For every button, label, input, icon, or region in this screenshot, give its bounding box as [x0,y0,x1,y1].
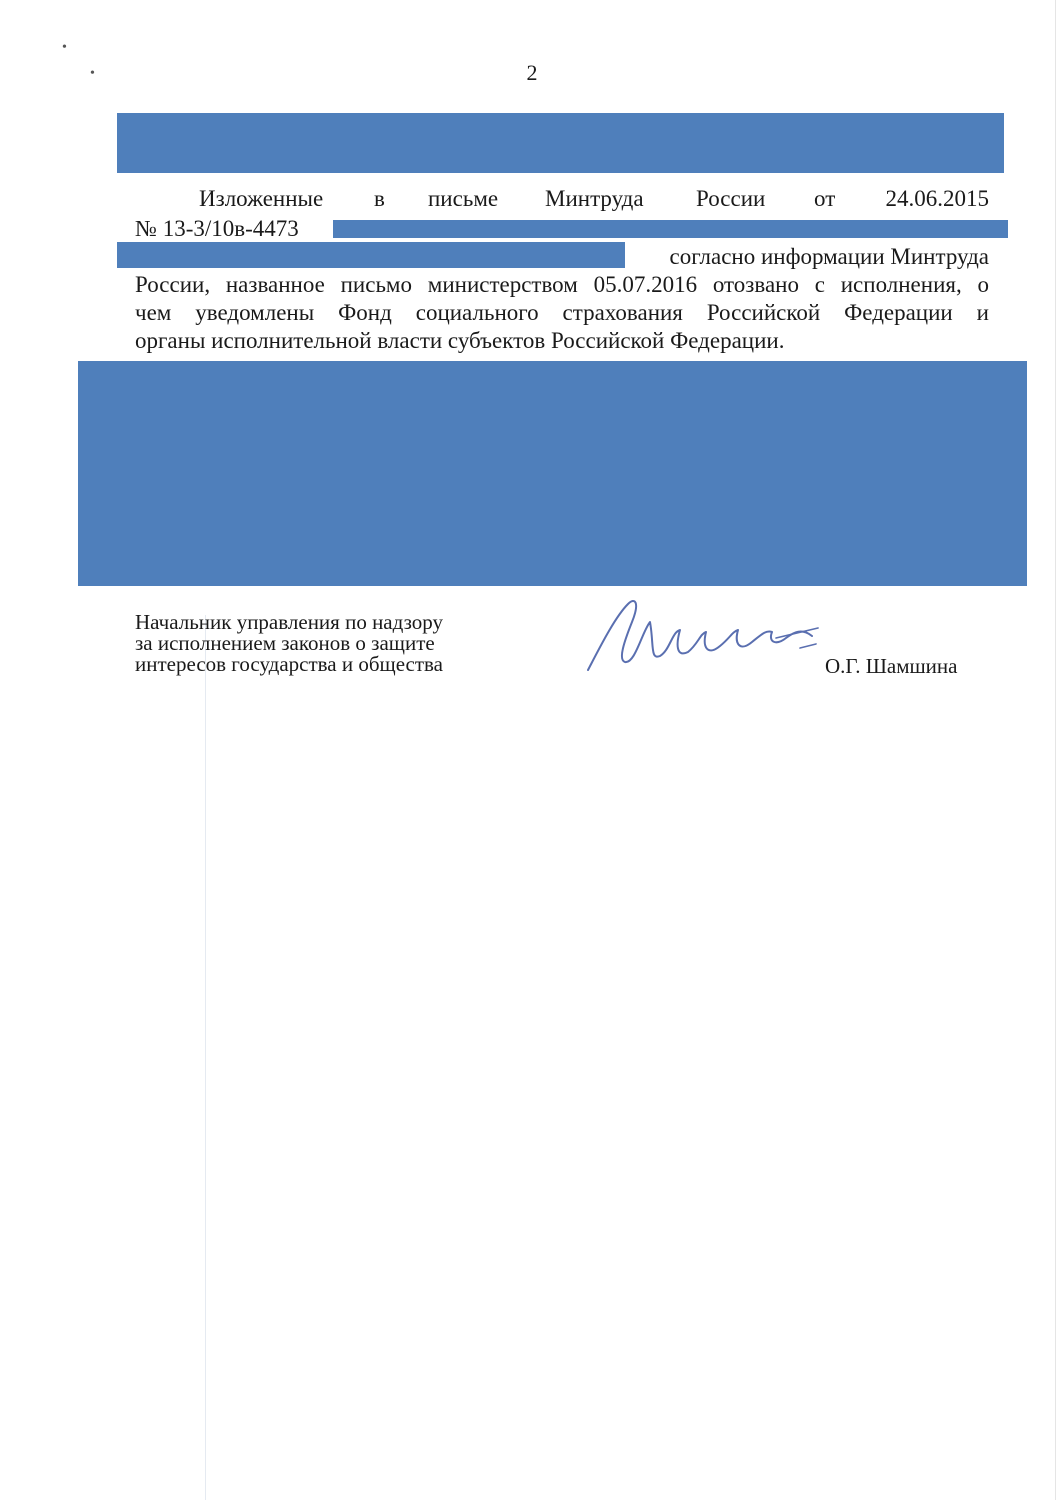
word: России [696,186,766,211]
signer-name: О.Г. Шамшина [825,654,958,678]
word: Минтруда [545,186,644,211]
page-number: 2 [526,60,538,85]
paragraph-line-3-text: согласно информации Минтруда [669,244,989,269]
word: Изложенные [199,186,324,211]
paragraph-line-6: органы исполнительной власти субъектов Российской Федерации. [135,328,785,353]
word: в [374,186,385,211]
redaction-block-large [78,361,1027,586]
handwritten-signature [580,592,820,682]
signature-title-line: Начальник управления по надзору [135,610,443,634]
signature-title-line: интересов государства и общества [135,652,443,676]
signature-title-line: за исполнением законов о защите [135,631,435,655]
redaction-block-line2 [333,220,1008,238]
scan-speck: • [62,40,67,55]
scan-edge-line [1055,0,1056,1500]
paragraph-line-3 [135,242,989,271]
scan-speck: • [90,66,95,81]
signature-title-block [135,612,443,675]
word: от [814,186,836,211]
document-number: № 13-3/10в-4473 [135,216,299,241]
date-text: 24.06.2015 [885,186,989,211]
paragraph-line-5: чем уведомлены Фонд социального страхования Российской Федерации и [135,300,989,325]
scan-artifact-line [205,615,206,1500]
redaction-block-top [117,113,1004,173]
paragraph-line-4: России, названное письмо министерством 05.07.2016 отозвано с исполнения, о [135,272,989,297]
word: письме [428,186,499,211]
